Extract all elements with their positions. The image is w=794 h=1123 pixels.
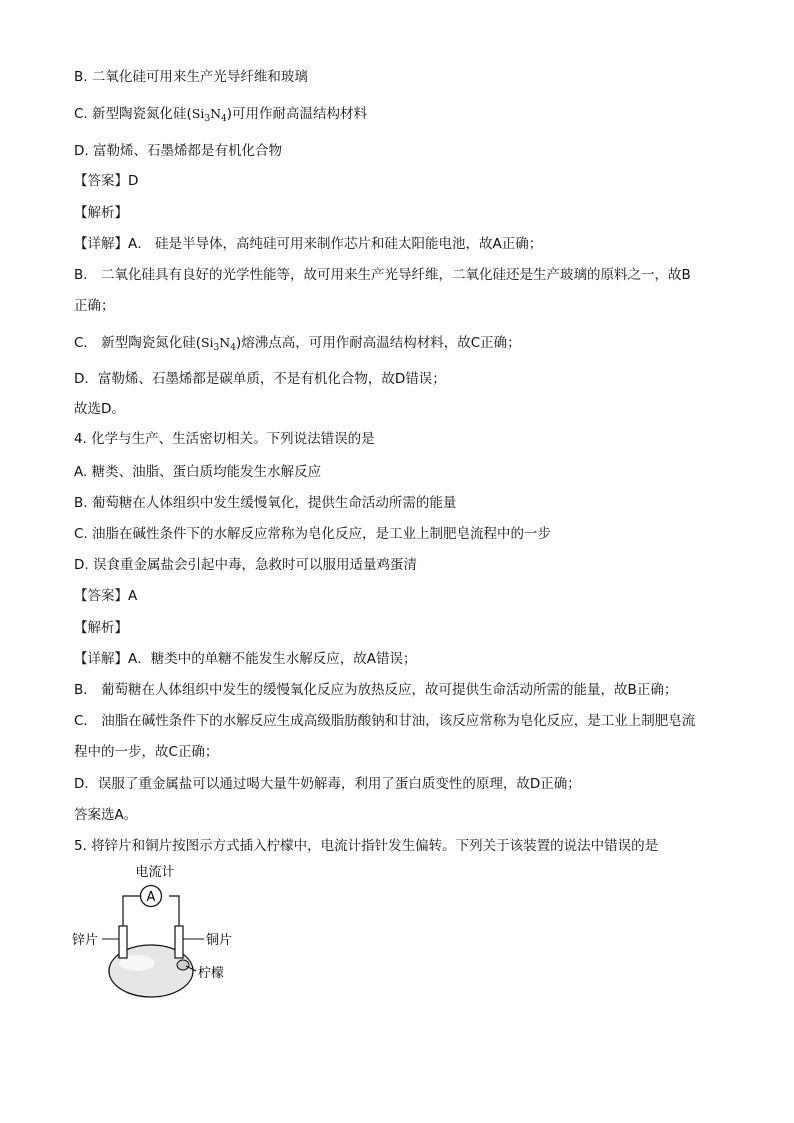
q4-detail-c-line1: C． 油脂在碱性条件下的水解反应生成高级脂肪酸钠和甘油，该反应常称为皂化反应，是工业上制肥皂流 [74,713,696,729]
detail-label: 【详解】 [74,651,128,667]
lemon-tip [177,960,189,970]
q4-detail-b: B． 葡萄糖在人体组织中发生的缓慢氧化反应为放热反应，故可提供生命活动所需的能量，故B正确； [74,682,678,698]
ammeter-symbol: A [146,890,156,905]
q3-option-b: B. 二氧化硅可用来生产光导纤维和玻璃 [74,69,308,85]
q3-detail-d: D．富勒烯、石墨烯都是碳单质，不是有机化合物，故D错误； [74,371,446,387]
q3-detail-a: 【详解】A． 硅是半导体，高纯硅可用来制作芯片和硅太阳能电池，故A正确； [74,236,543,252]
q4-answer [74,587,137,605]
meter-label: 电流计 [135,865,175,880]
q4-detail-d: D．误服了重金属盐可以通过喝大量牛奶解毒，利用了蛋白质变性的原理，故D正确； [74,776,581,792]
q3-detail-b-line2: 正确； [74,298,115,314]
q4-option-b: B. 葡萄糖在人体组织中发生缓慢氧化，提供生命活动所需的能量 [74,495,457,511]
zinc-label: 锌片 [72,933,99,948]
q3-detail-b-line1: B． 二氧化硅具有良好的光学性能等，故可用来生产光导纤维，二氧化硅还是生产玻璃的原料之一，故B [74,267,691,283]
q4-detail-a: 【详解】A．糖类中的单糖不能发生水解反应，故A错误； [74,651,417,667]
answer-label: 【答案】 [74,588,128,604]
copper-label: 铜片 [206,933,233,948]
lemon-label: 柠檬 [198,966,225,981]
q4-analysis-label: 【解析】 [74,620,128,636]
q3-answer [74,172,138,190]
q4-stem: 4. 化学与生产、生活密切相关。下列说法错误的是 [74,431,375,447]
q3-option-c [74,105,367,128]
detail-label: 【详解】 [74,236,128,252]
q4-option-d: D. 误食重金属盐会引起中毒，急救时可以服用适量鸡蛋清 [74,557,417,573]
q3-option-c-post: )可用作耐高温结构材料 [226,106,368,122]
copper-electrode [175,926,183,958]
q4-option-a: A. 糖类、油脂、蛋白质均能发生水解反应 [74,464,322,480]
answer-value: D [128,173,139,189]
q5-stem: 5. 将锌片和铜片按图示方式插入柠檬中，电流计指针发生偏转。下列关于该装置的说法中错误的是 [74,838,659,854]
q3-option-c-pre: C. 新型陶瓷氮化硅( [74,106,192,122]
zinc-electrode [119,926,127,958]
q3-option-d: D. 富勒烯、石墨烯都是有机化合物 [74,143,282,159]
si3n4-formula: $Si_3N_4$ [200,335,236,353]
q3-detail-c: C． 新型陶瓷氮化硅$(Si_3N_4)$熔沸点高，可用作耐高温结构材料，故C正确； [74,335,521,353]
answer-value: A [128,588,138,604]
q4-option-c: C. 油脂在碱性条件下的水解反应常称为皂化反应，是工业上制肥皂流程中的一步 [74,526,552,542]
q4-conclusion: 答案选A。 [74,807,138,823]
q3-analysis-label: 【解析】 [74,205,128,221]
wire-right [169,896,179,928]
q3-conclusion: 故选D。 [74,401,125,417]
answer-label: 【答案】 [74,173,128,189]
si3n4-formula: $Si_3N_4$ [191,106,227,124]
lemon-battery-figure [68,862,268,1002]
q4-detail-c-line2: 程中的一步，故C正确； [74,744,219,760]
